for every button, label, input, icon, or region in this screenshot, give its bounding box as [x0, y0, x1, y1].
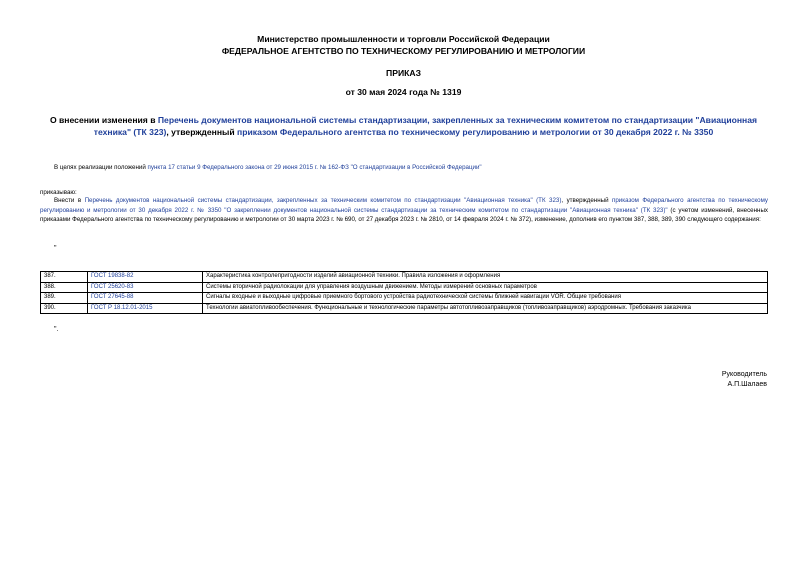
standard-code-link[interactable]: ГОСТ 27645-88: [91, 294, 134, 301]
standard-code-link[interactable]: ГОСТ 25620-83: [91, 283, 134, 290]
row-number: 390.: [41, 303, 88, 314]
order-body-paragraph: [40, 196, 768, 225]
body-order-link[interactable]: приказом Федерального агентства по техническому регулированию и метрологии от 30 декабря 2022 г. № 3350 "О закреплении документов национальной системы стандартизации за техническим комитетом по стандартизации "Авиационная техника" (ТК 323)": [40, 197, 768, 214]
table-row: [41, 282, 768, 293]
table-row: [41, 272, 768, 283]
standard-code-link[interactable]: ГОСТ Р 18.12.01-2015: [91, 304, 153, 311]
subject-prefix: О внесении изменения в: [49, 115, 158, 125]
standard-code-cell: [88, 293, 203, 304]
gost-table: [40, 271, 768, 314]
standard-code-cell: [88, 272, 203, 283]
quote-close: ".: [54, 326, 59, 333]
body-text-3: (с учетом изменений, внесенных приказами Федерального агентства по техническому регулированию и метрологии от 30 марта 2023 г. № 690, от 27 декабря 2023 г. № 2810, от 14 февраля 2024 г. № 372), изменение, дополнив его пунктом 387, 388, 389, 390 следующего содержания:: [40, 206, 768, 224]
row-number: 389.: [41, 293, 88, 304]
table-row: [41, 303, 768, 314]
signatory-position: Руководитель: [721, 371, 767, 378]
document-type: ПРИКАЗ: [386, 68, 421, 78]
signatory-name: А.П.Шалаев: [727, 381, 767, 388]
standard-code-link[interactable]: ГОСТ 19838-82: [91, 273, 134, 279]
order-word: приказываю:: [40, 189, 77, 196]
standard-title: Технологии авиатопливообеспечения. Функциональные и технологические параметры автотопливозаправщиков (топливозаправщиков) аэродромных. Требования заказчика: [203, 303, 768, 314]
signature-block: [722, 370, 767, 390]
body-list-link[interactable]: Перечень документов национальной системы стандартизации, закрепленных за техническим комитетом по стандартизации "Авиационная техника" (ТК 323): [84, 197, 562, 204]
subject-order-link[interactable]: приказом Федерального агентства по техническому регулированию и метрологии от 30 декабря 2022 г. № 3350: [237, 126, 714, 137]
standard-title: Системы вторичной радиолокации для управления воздушным движением. Методы измерений основных параметров: [203, 282, 768, 293]
table-row: [41, 293, 768, 304]
purpose-paragraph: [54, 163, 774, 173]
body-text-1: Внести в: [54, 197, 85, 204]
subject-list-link[interactable]: Перечень документов национальной системы стандартизации, закрепленных за техническим комитетом по стандартизации "Авиационная техника" (ТК 323): [93, 115, 758, 137]
body-text-2: , утвержденный: [561, 197, 613, 204]
row-number: 387.: [41, 272, 88, 283]
row-number: 388.: [41, 282, 88, 293]
document-subject: [40, 115, 767, 138]
purpose-prefix: В целях реализации положений: [54, 164, 148, 171]
standard-title: Сигналы входные и выходные цифровые приемного бортового устройства радиотехнической системы ближней навигации VOR. Общие требования: [203, 293, 768, 304]
quote-open: ": [54, 245, 57, 252]
ministry-name: Министерство промышленности и торговли Российской Федерации: [257, 34, 550, 44]
subject-middle: , утвержденный: [166, 126, 238, 137]
standard-code-cell: [88, 303, 203, 314]
federal-law-link[interactable]: пункта 17 статьи 9 Федерального закона от 29 июня 2015 г. № 162-ФЗ "О стандартизации в Российской Федерации": [147, 164, 482, 171]
agency-name: ФЕДЕРАЛЬНОЕ АГЕНТСТВО ПО ТЕХНИЧЕСКОМУ РЕГУЛИРОВАНИЮ И МЕТРОЛОГИИ: [221, 46, 586, 56]
document-date-number: от 30 мая 2024 года № 1319: [345, 87, 462, 97]
standard-code-cell: [88, 282, 203, 293]
standard-title: Характеристика контролепригодности изделий авиационной техники. Правила изложения и оформления: [203, 272, 768, 283]
